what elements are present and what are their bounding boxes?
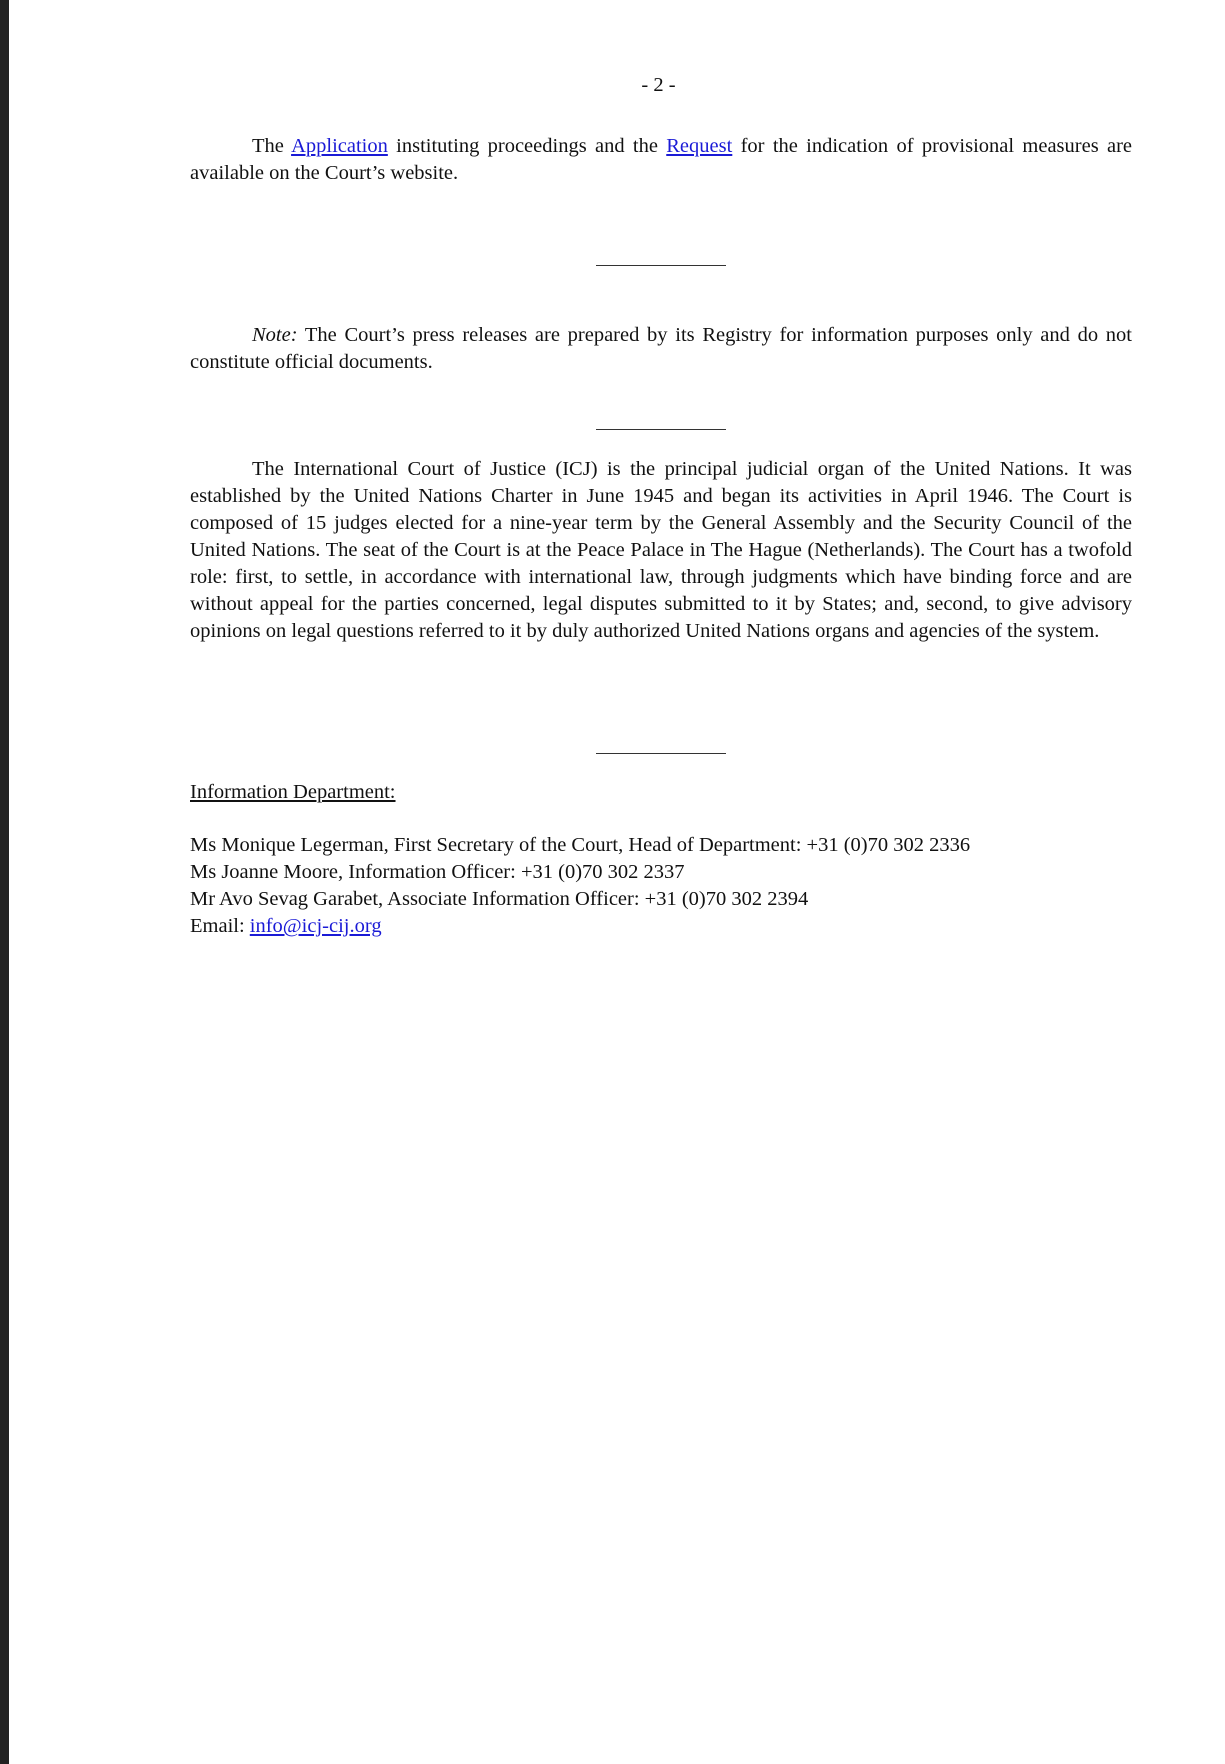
info-department-heading: Information Department: xyxy=(190,781,396,803)
email-line xyxy=(190,913,1132,940)
viewer-left-edge xyxy=(0,0,9,1764)
note-label: Note: xyxy=(252,324,298,346)
text: The xyxy=(252,135,292,157)
page-number: - 2 - xyxy=(641,74,676,96)
contact-line: Mr Avo Sevag Garabet, Associate Information Officer: +31 (0)70 302 2394 xyxy=(190,888,809,910)
request-link[interactable]: Request xyxy=(666,135,733,157)
documents-paragraph xyxy=(190,133,1132,187)
text: for the indication of provisional measures are available on the Court’s website. xyxy=(190,135,1133,184)
text: instituting proceedings and the xyxy=(387,135,667,157)
email-link[interactable]: info@icj-cij.org xyxy=(249,915,382,937)
note-paragraph xyxy=(190,322,1132,376)
contact-line: Ms Joanne Moore, Information Officer: +31 (0)70 302 2337 xyxy=(190,861,685,883)
contact-list xyxy=(190,832,1132,940)
icj-description-paragraph: The International Court of Justice (ICJ) is the principal judicial organ of the United Nations. It was established by the United Nations Charter in June 1945 and began its activities in April 1946. The Court is composed of 15 judges elected for a nine-year term by the General Assembly and the Security Council of the United Nations. The seat of the Court is at the Peace Palace in The Hague (Netherlands). The Court has a twofold role: first, to settle, in accordance with international law, through judgments which have binding force and are without appeal for the parties concerned, legal disputes submitted to it by States; and, second, to give advisory opinions on legal questions referred to it by duly authorized United Nations organs and agencies of the system. xyxy=(190,458,1132,642)
separator-rule xyxy=(596,753,726,754)
contact-line: Ms Monique Legerman, First Secretary of the Court, Head of Department: +31 (0)70 302 2336 xyxy=(190,834,971,856)
application-link[interactable]: Application xyxy=(291,135,388,157)
email-label: Email: xyxy=(190,915,250,937)
separator-rule xyxy=(596,429,726,430)
separator-rule xyxy=(596,265,726,266)
note-text: The Court’s press releases are prepared by its Registry for information purposes only and do not constitute official documents. xyxy=(190,324,1132,373)
